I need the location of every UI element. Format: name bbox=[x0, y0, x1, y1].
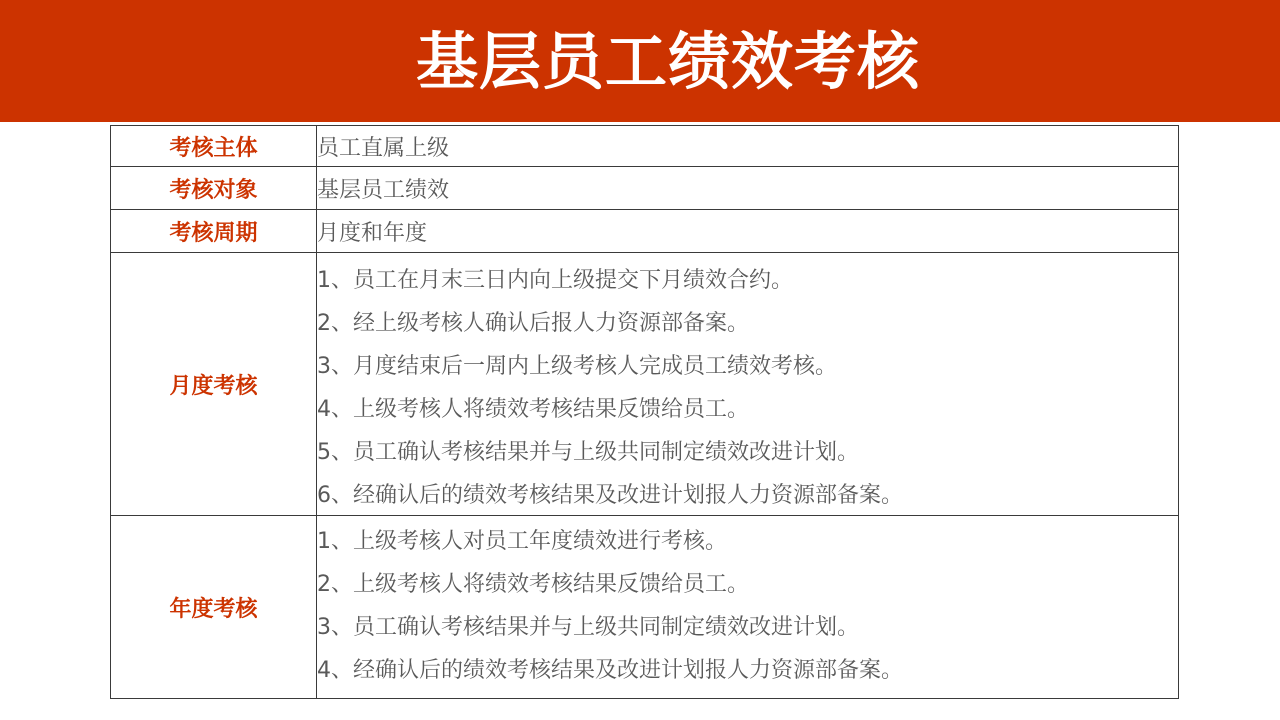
yearly-step-4: 4、经确认后的绩效考核结果及改进计划报人力资源部备案。 bbox=[317, 658, 903, 683]
yearly-step-2: 2、上级考核人将绩效考核结果反馈给员工。 bbox=[317, 572, 749, 597]
assessment-table bbox=[110, 125, 1179, 699]
row-value-object: 基层员工绩效 bbox=[317, 167, 1179, 210]
monthly-step-6: 6、经确认后的绩效考核结果及改进计划报人力资源部备案。 bbox=[317, 483, 903, 508]
monthly-steps bbox=[317, 253, 1179, 516]
table-row-monthly bbox=[111, 253, 1179, 516]
monthly-step-1: 1、员工在月末三日内向上级提交下月绩效合约。 bbox=[317, 268, 793, 293]
row-label-yearly: 年度考核 bbox=[111, 516, 317, 699]
yearly-step-1: 1、上级考核人对员工年度绩效进行考核。 bbox=[317, 529, 727, 554]
row-label-cycle: 考核周期 bbox=[111, 210, 317, 253]
page-title: 基层员工绩效考核 bbox=[415, 25, 920, 98]
row-label-object: 考核对象 bbox=[111, 167, 317, 210]
monthly-step-5: 5、员工确认考核结果并与上级共同制定绩效改进计划。 bbox=[317, 440, 859, 465]
table-row bbox=[111, 210, 1179, 253]
yearly-step-3: 3、员工确认考核结果并与上级共同制定绩效改进计划。 bbox=[317, 615, 859, 640]
monthly-step-4: 4、上级考核人将绩效考核结果反馈给员工。 bbox=[317, 397, 749, 422]
table-row-yearly bbox=[111, 516, 1179, 699]
yearly-steps bbox=[317, 516, 1179, 699]
row-label-monthly: 月度考核 bbox=[111, 253, 317, 516]
title-banner bbox=[0, 0, 1280, 122]
monthly-step-3: 3、月度结束后一周内上级考核人完成员工绩效考核。 bbox=[317, 354, 837, 379]
table-row bbox=[111, 167, 1179, 210]
table-row bbox=[111, 126, 1179, 167]
monthly-step-2: 2、经上级考核人确认后报人力资源部备案。 bbox=[317, 311, 749, 336]
row-value-subject: 员工直属上级 bbox=[317, 126, 1179, 167]
row-label-subject: 考核主体 bbox=[111, 126, 317, 167]
row-value-cycle: 月度和年度 bbox=[317, 210, 1179, 253]
